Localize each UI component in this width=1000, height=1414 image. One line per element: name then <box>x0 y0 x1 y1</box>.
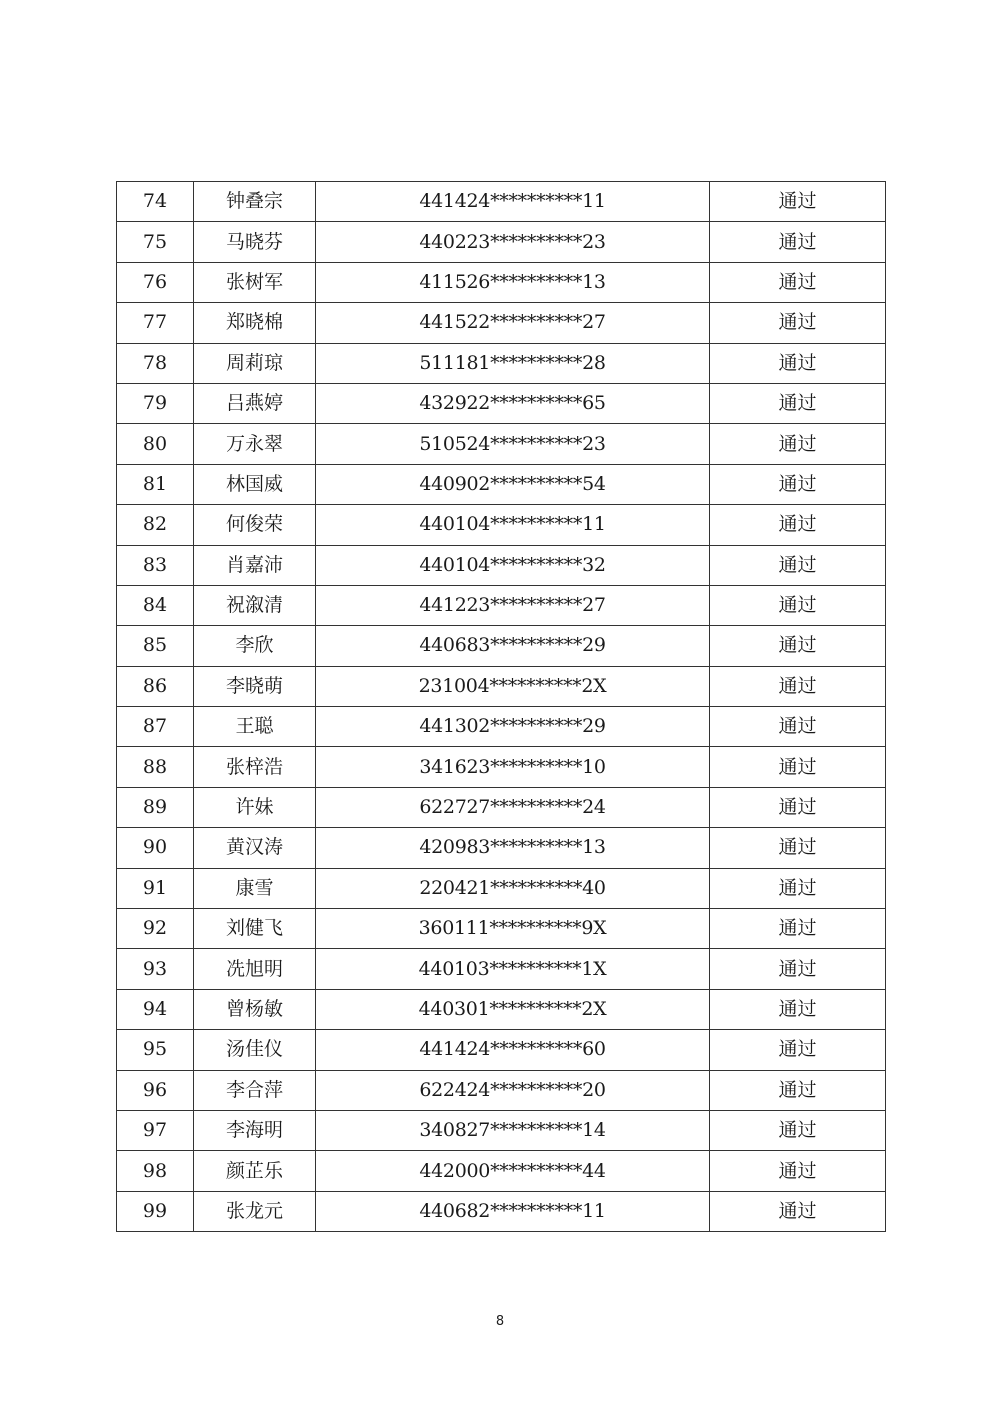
id-number: 440683**********29 <box>316 626 710 666</box>
result-status: 通过 <box>710 343 886 383</box>
table-row <box>117 989 886 1029</box>
result-status: 通过 <box>710 585 886 625</box>
result-status: 通过 <box>710 1191 886 1231</box>
result-status: 通过 <box>710 505 886 545</box>
person-name: 祝溆清 <box>194 585 316 625</box>
table-row <box>117 1070 886 1110</box>
table-row <box>117 343 886 383</box>
table-row <box>117 1030 886 1070</box>
result-status: 通过 <box>710 787 886 827</box>
id-number: 622727**********24 <box>316 787 710 827</box>
row-number: 84 <box>117 585 194 625</box>
table-row <box>117 707 886 747</box>
table-row <box>117 1110 886 1150</box>
row-number: 99 <box>117 1191 194 1231</box>
row-number: 81 <box>117 464 194 504</box>
person-name: 康雪 <box>194 868 316 908</box>
person-name: 李欣 <box>194 626 316 666</box>
result-status: 通过 <box>710 989 886 1029</box>
row-number: 91 <box>117 868 194 908</box>
result-status: 通过 <box>710 222 886 262</box>
person-name: 王聪 <box>194 707 316 747</box>
result-status: 通过 <box>710 868 886 908</box>
table-row <box>117 828 886 868</box>
row-number: 75 <box>117 222 194 262</box>
row-number: 94 <box>117 989 194 1029</box>
id-number: 341623**********10 <box>316 747 710 787</box>
person-name: 李晓萌 <box>194 666 316 706</box>
person-name: 肖嘉沛 <box>194 545 316 585</box>
table-row <box>117 222 886 262</box>
id-number: 440104**********11 <box>316 505 710 545</box>
id-number: 511181**********28 <box>316 343 710 383</box>
table-row <box>117 383 886 423</box>
table-row <box>117 464 886 504</box>
table-row <box>117 868 886 908</box>
row-number: 78 <box>117 343 194 383</box>
row-number: 93 <box>117 949 194 989</box>
id-number: 340827**********14 <box>316 1110 710 1150</box>
table-row <box>117 505 886 545</box>
table-row <box>117 787 886 827</box>
table-row <box>117 747 886 787</box>
table-row <box>117 949 886 989</box>
row-number: 77 <box>117 303 194 343</box>
result-status: 通过 <box>710 626 886 666</box>
row-number: 87 <box>117 707 194 747</box>
person-name: 钟叠宗 <box>194 182 316 222</box>
row-number: 79 <box>117 383 194 423</box>
result-status: 通过 <box>710 1030 886 1070</box>
id-number: 432922**********65 <box>316 383 710 423</box>
id-number: 220421**********40 <box>316 868 710 908</box>
person-name: 刘健飞 <box>194 909 316 949</box>
result-status: 通过 <box>710 545 886 585</box>
table-row <box>117 909 886 949</box>
roster-table <box>116 181 886 1232</box>
id-number: 231004**********2X <box>316 666 710 706</box>
person-name: 郑晓棉 <box>194 303 316 343</box>
id-number: 441424**********60 <box>316 1030 710 1070</box>
person-name: 冼旭明 <box>194 949 316 989</box>
person-name: 周莉琼 <box>194 343 316 383</box>
row-number: 96 <box>117 1070 194 1110</box>
id-number: 440104**********32 <box>316 545 710 585</box>
row-number: 95 <box>117 1030 194 1070</box>
id-number: 510524**********23 <box>316 424 710 464</box>
id-number: 360111**********9X <box>316 909 710 949</box>
roster-table-body <box>117 182 886 1232</box>
result-status: 通过 <box>710 303 886 343</box>
table-row <box>117 182 886 222</box>
row-number: 80 <box>117 424 194 464</box>
id-number: 441522**********27 <box>316 303 710 343</box>
result-status: 通过 <box>710 666 886 706</box>
row-number: 92 <box>117 909 194 949</box>
result-status: 通过 <box>710 828 886 868</box>
id-number: 441223**********27 <box>316 585 710 625</box>
person-name: 张梓浩 <box>194 747 316 787</box>
person-name: 黄汉涛 <box>194 828 316 868</box>
row-number: 90 <box>117 828 194 868</box>
id-number: 441424**********11 <box>316 182 710 222</box>
person-name: 万永翠 <box>194 424 316 464</box>
row-number: 98 <box>117 1151 194 1191</box>
person-name: 吕燕婷 <box>194 383 316 423</box>
result-status: 通过 <box>710 262 886 302</box>
row-number: 76 <box>117 262 194 302</box>
table-row <box>117 666 886 706</box>
id-number: 441302**********29 <box>316 707 710 747</box>
row-number: 82 <box>117 505 194 545</box>
result-status: 通过 <box>710 707 886 747</box>
person-name: 马晓芬 <box>194 222 316 262</box>
row-number: 85 <box>117 626 194 666</box>
table-row <box>117 1151 886 1191</box>
person-name: 曾杨敏 <box>194 989 316 1029</box>
row-number: 97 <box>117 1110 194 1150</box>
id-number: 440902**********54 <box>316 464 710 504</box>
result-status: 通过 <box>710 949 886 989</box>
id-number: 440682**********11 <box>316 1191 710 1231</box>
row-number: 83 <box>117 545 194 585</box>
id-number: 411526**********13 <box>316 262 710 302</box>
table-row <box>117 262 886 302</box>
row-number: 86 <box>117 666 194 706</box>
id-number: 442000**********44 <box>316 1151 710 1191</box>
table-row <box>117 303 886 343</box>
person-name: 许妹 <box>194 787 316 827</box>
id-number: 440223**********23 <box>316 222 710 262</box>
row-number: 88 <box>117 747 194 787</box>
result-status: 通过 <box>710 464 886 504</box>
person-name: 李海明 <box>194 1110 316 1150</box>
result-status: 通过 <box>710 909 886 949</box>
person-name: 李合萍 <box>194 1070 316 1110</box>
result-status: 通过 <box>710 1110 886 1150</box>
person-name: 汤佳仪 <box>194 1030 316 1070</box>
person-name: 何俊荣 <box>194 505 316 545</box>
person-name: 张树军 <box>194 262 316 302</box>
table-row <box>117 424 886 464</box>
id-number: 622424**********20 <box>316 1070 710 1110</box>
person-name: 林国威 <box>194 464 316 504</box>
id-number: 440301**********2X <box>316 989 710 1029</box>
page-number: 8 <box>495 1314 505 1329</box>
result-status: 通过 <box>710 1151 886 1191</box>
result-status: 通过 <box>710 747 886 787</box>
result-status: 通过 <box>710 383 886 423</box>
result-status: 通过 <box>710 1070 886 1110</box>
table-row <box>117 545 886 585</box>
result-status: 通过 <box>710 182 886 222</box>
id-number: 420983**********13 <box>316 828 710 868</box>
table-row <box>117 626 886 666</box>
row-number: 89 <box>117 787 194 827</box>
row-number: 74 <box>117 182 194 222</box>
result-status: 通过 <box>710 424 886 464</box>
id-number: 440103**********1X <box>316 949 710 989</box>
person-name: 张龙元 <box>194 1191 316 1231</box>
table-row <box>117 1191 886 1231</box>
table-row <box>117 585 886 625</box>
person-name: 颜芷乐 <box>194 1151 316 1191</box>
